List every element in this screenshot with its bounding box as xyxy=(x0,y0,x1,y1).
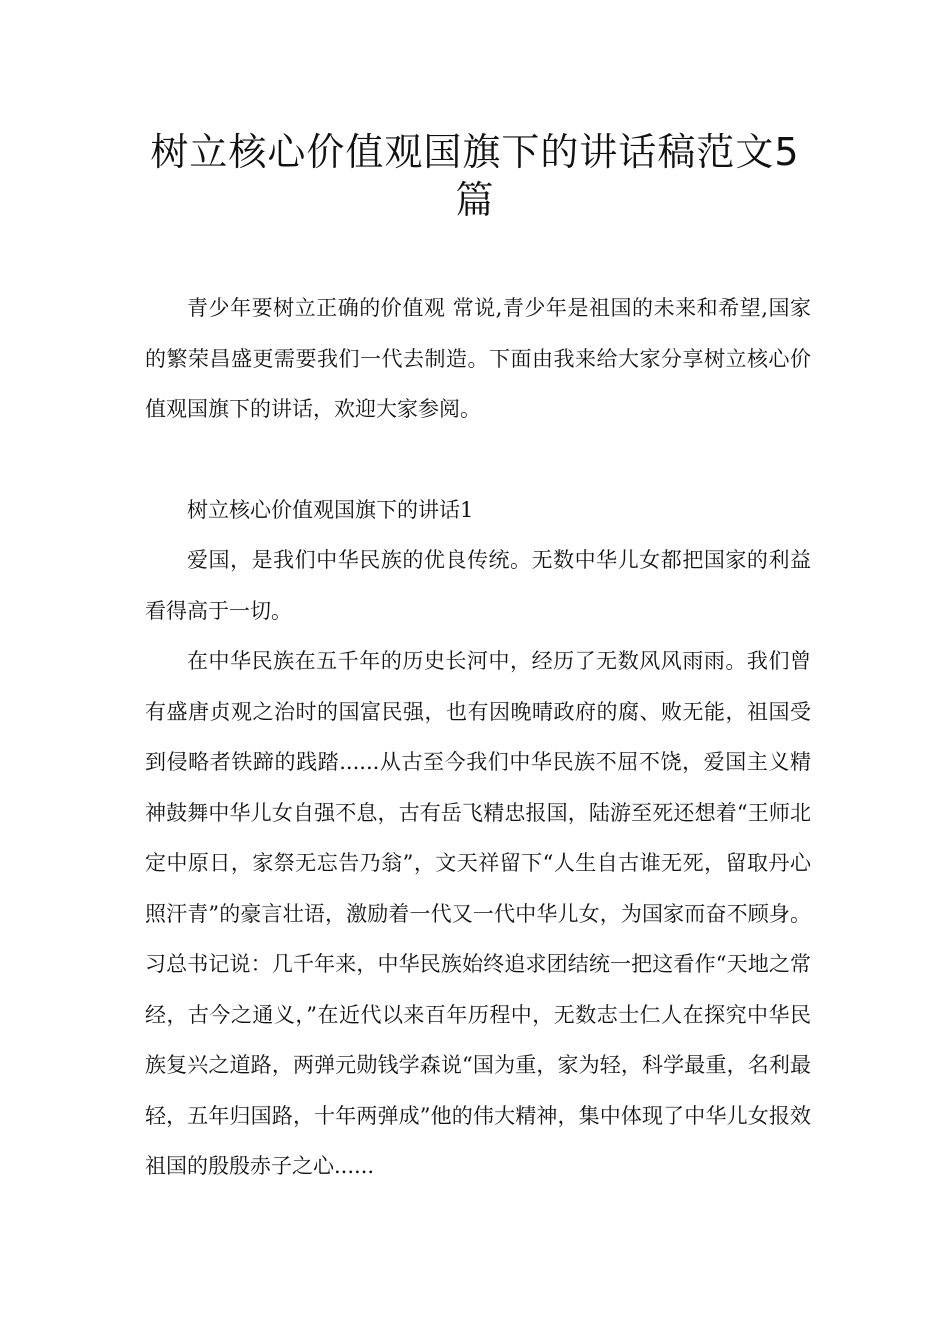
intro-paragraph: 青少年要树立正确的价值观 常说,青少年是祖国的未来和希望,国家的繁荣昌盛更需要我们一代去制造。下面由我来给大家分享树立核心价值观国旗下的讲话，欢迎大家参阅。 xyxy=(145,296,811,421)
body-paragraph-2: 在中华民族在五千年的历史长河中，经历了无数风风雨雨。我们曾有盛唐贞观之治时的国富民强，也有因晚晴政府的腐、败无能，祖国受到侵略者铁蹄的践踏......从古至今我们中华民族不屈不饶，爱国主义精神鼓舞中华儿女自强不息，古有岳飞精忠报国，陆游至死还想着“王师北定中原日，家祭无忘告乃翁”，文天祥留下“人生自古谁无死，留取丹心照汗青”的豪言壮语，激励着一代又一代中华儿女，为国家而奋不顾身。习总书记说：几千年来，中华民族始终追求团结统一把这看作“天地之常经，古今之通义，”在近代以来百年历程中，无数志士仁人在探究中华民族复兴之道路，两弹元勋钱学森说“国为重，家为轻，科学最重，名利最轻，五年归国路，十年两弹成”他的伟大精神，集中体现了中华儿女报效祖国的殷殷赤子之心...... xyxy=(145,649,811,1178)
paragraph-spacer xyxy=(145,435,811,485)
body-paragraph-1: 爱国，是我们中华民族的优良传统。无数中华儿女都把国家的利益看得高于一切。 xyxy=(145,548,811,623)
section-heading: 树立核心价值观国旗下的讲话1 xyxy=(187,497,474,522)
document-body xyxy=(145,283,811,1192)
document-title: 树立核心价值观国旗下的讲话稿范文5篇 xyxy=(150,130,800,222)
